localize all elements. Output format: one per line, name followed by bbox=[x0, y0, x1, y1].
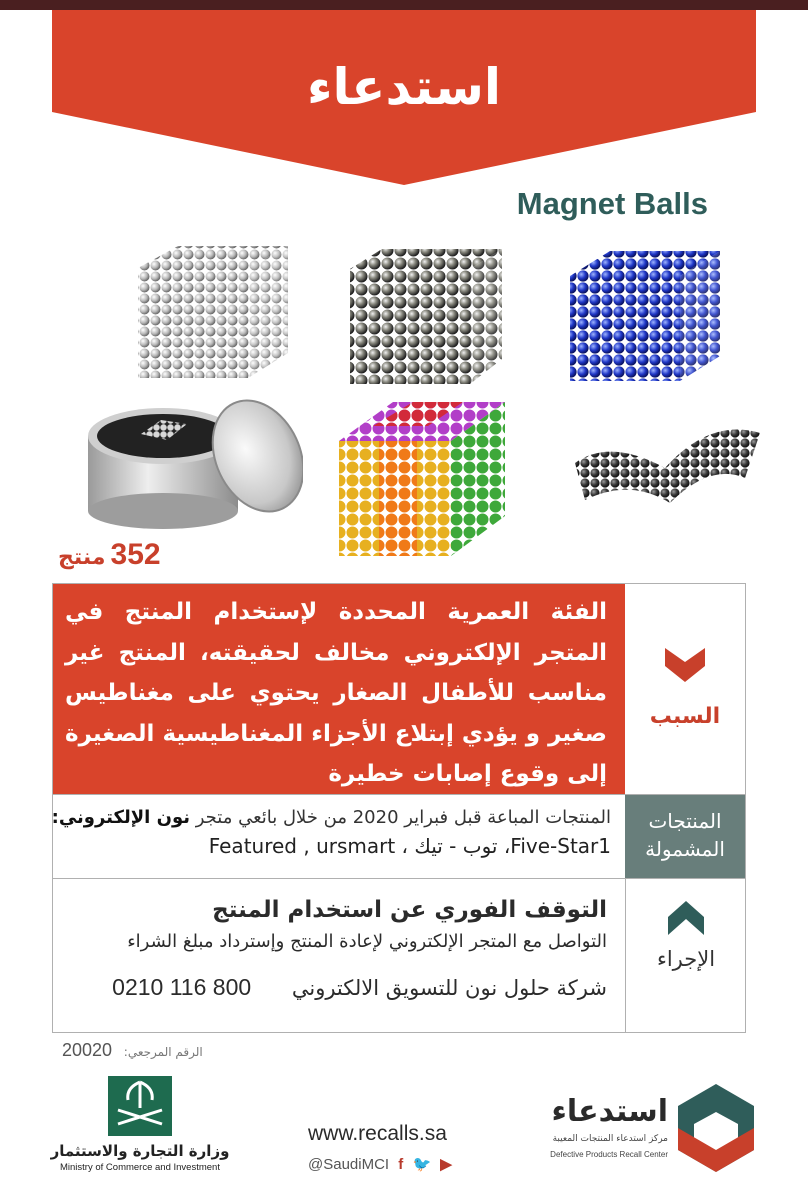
top-bar bbox=[0, 0, 808, 10]
blue-cube-image bbox=[565, 246, 725, 386]
reference-label: الرقم المرجعي: bbox=[123, 1045, 203, 1059]
recall-center-subtitle-arabic: مركز استدعاء المنتجات المعيبة bbox=[552, 1134, 668, 1144]
reason-row bbox=[53, 584, 745, 794]
recall-center-logo-icon bbox=[676, 1082, 756, 1174]
products-sellers: Five-Star1، توب - تيك ، Featured , ursmart bbox=[208, 834, 611, 858]
units-number: 352 bbox=[110, 538, 161, 571]
rainbow-cube-image bbox=[333, 396, 511, 568]
reference-value: 20020 bbox=[62, 1040, 113, 1060]
social-links bbox=[308, 1155, 452, 1173]
products-label-line2: المشمولة bbox=[645, 837, 725, 861]
action-label: الإجراء bbox=[656, 947, 716, 971]
reason-text: الفئة العمرية المحددة لإستخدام المنتج في المتجر الإلكتروني مخالف لحقيقته، المنتج غير مناسب للأطفال الصغار يحتوي على مغناطيس صغير و يؤدي إبتلاع الأجزاء المغناطيسية الصغيرة إلى وقوع إصابات خطيرة bbox=[53, 584, 625, 794]
products-label bbox=[625, 807, 745, 863]
ministry-name-english: Ministry of Commerce and Investment bbox=[60, 1162, 220, 1173]
chevron-down-icon bbox=[665, 648, 705, 684]
black-nickel-cube-image bbox=[342, 244, 507, 389]
units-count bbox=[58, 538, 161, 572]
reason-label-cell bbox=[625, 584, 745, 794]
company-name: شركة حلول نون للتسويق الالكتروني bbox=[291, 976, 607, 1000]
action-contact bbox=[71, 974, 607, 1001]
products-row bbox=[53, 794, 745, 878]
products-text bbox=[53, 795, 625, 879]
action-label-cell bbox=[625, 879, 745, 1033]
products-line1 bbox=[51, 807, 611, 828]
chevron-up-icon bbox=[668, 901, 704, 935]
youtube-icon[interactable]: ▶ bbox=[440, 1156, 452, 1173]
tin-case-image bbox=[83, 396, 303, 531]
twitter-icon[interactable]: 🐦 bbox=[412, 1156, 432, 1173]
silver-cube-image bbox=[128, 238, 293, 386]
units-word: منتج bbox=[58, 545, 106, 570]
recall-center-logo-text: استدعاء bbox=[551, 1094, 668, 1129]
black-saddle-shape-image bbox=[570, 408, 765, 518]
products-line1-prefix: المنتجات المباعة قبل فبراير 2020 من خلال بائعي متجر bbox=[190, 807, 611, 828]
ministry-name-arabic: وزارة التجارة والاستثمار bbox=[50, 1142, 230, 1160]
products-label-cell bbox=[625, 795, 745, 879]
products-store-name: نون الإلكتروني: bbox=[51, 807, 190, 828]
page-title: استدعاء bbox=[306, 58, 502, 116]
social-handle[interactable]: @SaudiMCI bbox=[308, 1156, 390, 1173]
facebook-icon[interactable]: f bbox=[398, 1156, 404, 1173]
action-row bbox=[53, 878, 745, 1032]
reference-number bbox=[62, 1040, 203, 1061]
website-link[interactable]: www.recalls.sa bbox=[308, 1122, 447, 1145]
action-line1: التوقف الفوري عن استخدام المنتج bbox=[212, 897, 607, 923]
action-text bbox=[53, 879, 625, 1033]
action-line2: التواصل مع المتجر الإلكتروني لإعادة المنتج وإسترداد مبلغ الشراء bbox=[127, 931, 607, 952]
reason-label: السبب bbox=[649, 704, 721, 729]
recall-info-table bbox=[52, 583, 746, 1033]
products-label-line1: المنتجات bbox=[648, 809, 722, 833]
recall-center-subtitle-english: Defective Products Recall Center bbox=[550, 1150, 668, 1159]
product-name: Magnet Balls bbox=[516, 186, 708, 221]
phone-number: 800 116 0210 bbox=[112, 974, 252, 1000]
ministry-emblem-icon bbox=[100, 1074, 180, 1140]
